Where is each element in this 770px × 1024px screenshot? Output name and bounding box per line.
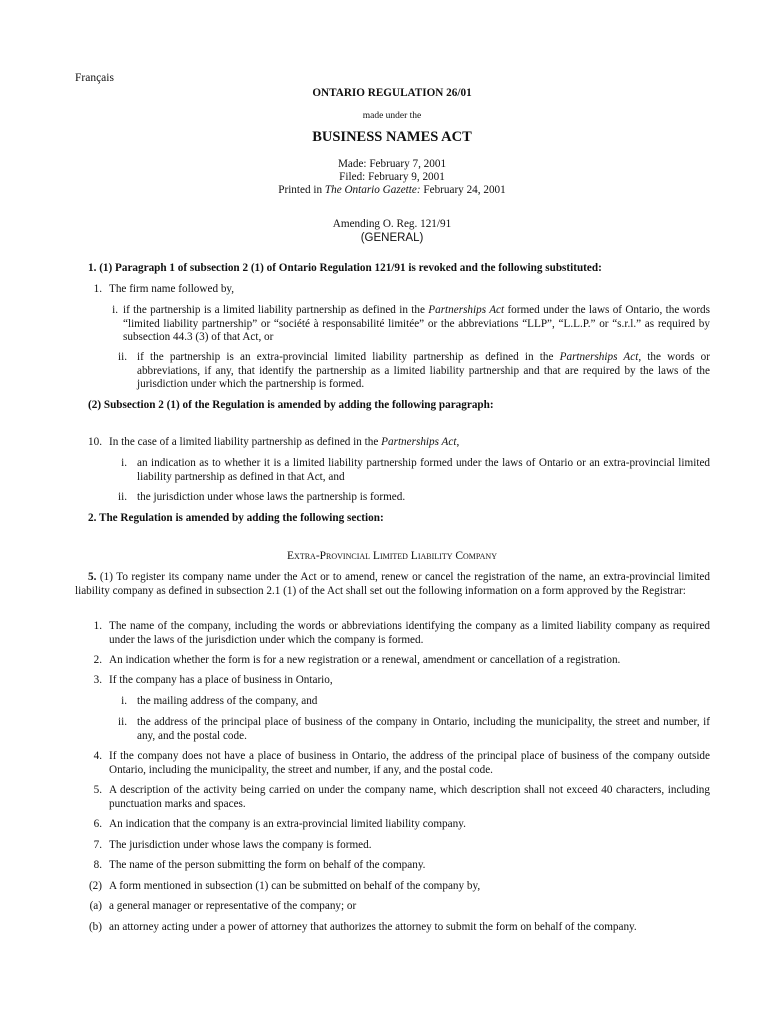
clause-ii-b: , the words or abbreviations, if any, that identify the partnership as a limited liability partnership and that are required by the laws of the jurisdiction under which the partnership is formed.	[137, 351, 710, 391]
para-10-a: In the case of a limited liability partnership as defined in the	[109, 436, 382, 448]
item-number: 1.	[93, 620, 102, 632]
section-5-heading: Extra-Provincial Limited Liability Company	[287, 550, 497, 562]
printed-date	[75, 184, 709, 198]
general-label: (GENERAL)	[360, 232, 424, 244]
printed-date-value: February 24, 2001	[420, 184, 506, 196]
filed-date: Filed: February 9, 2001	[339, 171, 445, 183]
para-number: 10.	[88, 436, 102, 448]
para-10-clause-ii: the jurisdiction under whose laws the partnership is formed.	[137, 491, 406, 503]
clause-letter: (a)	[89, 900, 102, 912]
section-5-number: 5.	[88, 571, 97, 583]
para-number: 1.	[93, 283, 102, 295]
item-text: If the company has a place of business in Ontario,	[109, 674, 333, 686]
amending-text: Amending O. Reg. 121/91	[332, 218, 452, 230]
made-date: Made: February 7, 2001	[337, 158, 447, 170]
clause-number: i.	[121, 695, 127, 707]
item-text: The name of the person submitting the form on behalf of the company.	[109, 859, 426, 871]
para-10-b: ,	[456, 436, 460, 448]
item-text: If the company does not have a place of business in Ontario, the address of the principal place of business of the company outside Ontario, including the municipality, the street and number, if any, and the postal code.	[109, 750, 710, 776]
section-5-intro-text: (1) To register its company name under the Act or to amend, renew or cancel the registration of the name, an extra-provincial limited liability company as defined in subsection 2.1 (1) of the Act shall set out the following information on a form approved by the Registrar:	[75, 571, 710, 597]
para-10-act: Partnerships Act	[381, 436, 457, 448]
regulation-number: ONTARIO REGULATION 26/01	[312, 87, 472, 99]
item-number: 8.	[93, 859, 102, 871]
clause-ii-a: if the partnership is an extra-provincial limited liability partnership as defined in the	[137, 351, 560, 363]
clause-ii-text	[137, 351, 710, 392]
clause-b-text: an attorney acting under a power of attorney that authorizes the attorney to submit the form on behalf of the company.	[109, 921, 637, 933]
clause-i-a: if the partnership is a limited liability partnership as defined in the	[123, 304, 429, 316]
gazette-name: The Ontario Gazette:	[324, 184, 421, 196]
french-language-link[interactable]: Français	[75, 72, 114, 84]
subsection-2-text: A form mentioned in subsection (1) can be submitted on behalf of the company by,	[109, 880, 481, 892]
item-text: The name of the company, including the words or abbreviations identifying the company as a limited liability company as required under the laws of the jurisdiction under which the company is formed.	[109, 620, 710, 646]
para-10-clause-i: an indication as to whether it is a limited liability partnership formed under the laws of Ontario or an extra-provincial limited liability partnership as defined in that Act, and	[137, 457, 710, 483]
clause-text: the address of the principal place of business of the company in Ontario, including the municipality, the street and number, if any, and the postal code.	[137, 716, 710, 742]
clause-i-text	[123, 304, 710, 345]
clause-text: the mailing address of the company, and	[137, 695, 318, 707]
item-text: A description of the activity being carried on under the company name, which description shall not exceed 40 characters, including punctuation marks and spaces.	[109, 784, 710, 810]
clause-number: ii.	[117, 491, 127, 503]
clause-number: i.	[112, 304, 118, 316]
item-number: 4.	[93, 750, 102, 762]
item-number: 5.	[93, 784, 102, 796]
clause-number: ii.	[117, 351, 127, 363]
para-10-text	[109, 436, 709, 450]
item-number: 6.	[93, 818, 102, 830]
clause-i-act: Partnerships Act	[428, 304, 505, 316]
act-title: BUSINESS NAMES ACT	[312, 129, 472, 145]
item-number: 7.	[93, 839, 102, 851]
item-number: 3.	[93, 674, 102, 686]
section-5-intro	[75, 571, 710, 598]
item-text: An indication whether the form is for a new registration or a renewal, amendment or cancellation of a registration.	[109, 654, 621, 666]
item-number: 2.	[93, 654, 102, 666]
clause-number: i.	[121, 457, 127, 469]
made-under-text: made under the	[362, 111, 422, 121]
clause-letter: (b)	[88, 921, 102, 933]
section-2-heading: 2. The Regulation is amended by adding the following section:	[88, 512, 384, 524]
item-text: The jurisdiction under whose laws the company is formed.	[109, 839, 372, 851]
subsection-number: (2)	[88, 880, 102, 892]
clause-i-b: formed under the laws of Ontario, the words “limited liability partnership” or “société à responsabilité limitée” or the abbreviations “LLP”, “L.L.P.” or “s.r.l.” as required by subsection 44.3 (3) of that Act, or	[123, 304, 710, 344]
clause-number: ii.	[117, 716, 127, 728]
item-text: An indication that the company is an extra-provincial limited liability company.	[109, 818, 466, 830]
para-1-text: The firm name followed by,	[109, 283, 235, 295]
section-1-heading: 1. (1) Paragraph 1 of subsection 2 (1) of Ontario Regulation 121/91 is revoked and the following substituted:	[88, 262, 602, 274]
subsection-2-heading: (2) Subsection 2 (1) of the Regulation is amended by adding the following paragraph:	[88, 399, 494, 411]
printed-prefix: Printed in	[278, 184, 325, 196]
clause-a-text: a general manager or representative of the company; or	[109, 900, 357, 912]
clause-ii-act: Partnerships Act	[559, 351, 639, 363]
